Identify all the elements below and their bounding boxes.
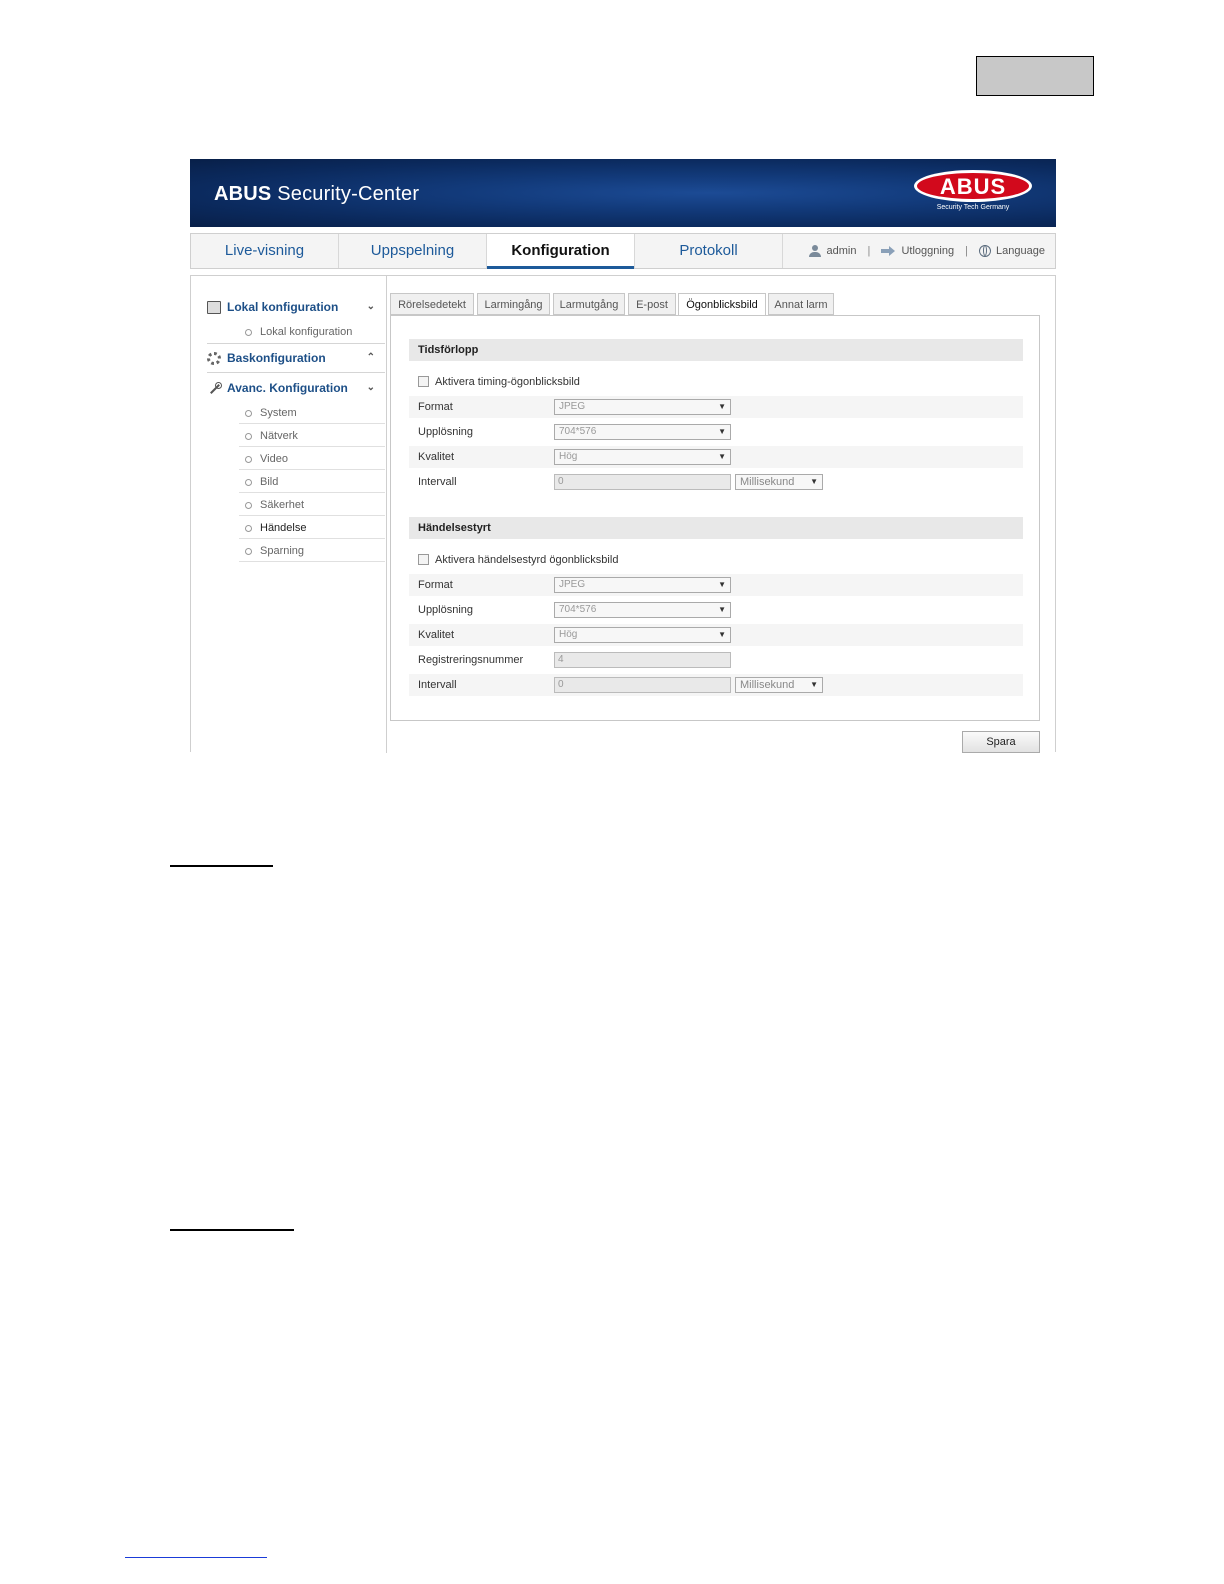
chevron-down-icon: ⌄ [366, 301, 375, 312]
language-link[interactable]: Language [996, 245, 1045, 258]
heading-underline [170, 1229, 294, 1231]
tab-snapshot[interactable]: Ögonblicksbild [678, 293, 766, 316]
abus-logo: ABUS Security Tech Germany [914, 170, 1034, 216]
username[interactable]: admin [826, 245, 857, 258]
sidebar [191, 276, 387, 753]
sidebar-item-system[interactable]: System [239, 402, 385, 424]
globe-icon [979, 245, 991, 257]
tab-motion-detection[interactable]: Rörelsedetekt [390, 293, 474, 315]
user-bar: admin | Utloggning | Language [809, 234, 1045, 268]
enable-timing-checkbox[interactable]: Aktivera timing-ögonblicksbild [418, 371, 580, 393]
header-banner [190, 159, 1056, 227]
event-quality-select[interactable]: Hög ▼ [554, 627, 731, 643]
nav-tab-playback[interactable]: Uppspelning [339, 234, 487, 268]
sidebar-group-advanced[interactable]: Avanc. Konfiguration ⌄ [207, 375, 385, 401]
gear-icon [207, 352, 221, 365]
timing-format-select[interactable]: JPEG ▼ [554, 399, 731, 415]
section-event: Händelsestyrt [409, 517, 1023, 539]
monitor-icon [207, 301, 221, 314]
app-window [190, 159, 1056, 752]
timing-quality-row: Kvalitet Hög ▼ [409, 446, 1023, 468]
sidebar-item-local-config[interactable]: Lokal konfiguration [239, 321, 385, 343]
event-format-row: Format JPEG ▼ [409, 574, 1023, 596]
event-quality-row: Kvalitet Hög ▼ [409, 624, 1023, 646]
save-button[interactable]: Spara [962, 731, 1040, 753]
event-resolution-row: Upplösning 704*576 ▼ [409, 599, 1023, 621]
heading-underline [170, 865, 273, 867]
logout-link[interactable]: Utloggning [901, 245, 955, 258]
tab-alarm-input[interactable]: Larmingång [477, 293, 550, 315]
timing-resolution-select[interactable]: 704*576 ▼ [554, 424, 731, 440]
timing-interval-input[interactable]: 0 [554, 474, 731, 490]
timing-interval-row: Intervall 0 Millisekund ▼ [409, 471, 1023, 493]
tab-alarm-output[interactable]: Larmutgång [553, 293, 625, 315]
event-format-select[interactable]: JPEG ▼ [554, 577, 731, 593]
tab-other-alarm[interactable]: Annat larm [768, 293, 834, 315]
event-interval-input[interactable]: 0 [554, 677, 731, 693]
snapshot-panel [390, 315, 1040, 721]
nav-tab-configuration[interactable]: Konfiguration [487, 234, 635, 268]
section-timing: Tidsförlopp [409, 339, 1023, 361]
event-resolution-select[interactable]: 704*576 ▼ [554, 602, 731, 618]
sidebar-item-image[interactable]: Bild [239, 471, 385, 493]
timing-quality-select[interactable]: Hög ▼ [554, 449, 731, 465]
event-interval-row: Intervall 0 Millisekund ▼ [409, 674, 1023, 696]
content-area [190, 275, 1056, 752]
sidebar-group-basic[interactable]: Baskonfiguration ⌃ [207, 345, 385, 371]
enable-event-checkbox[interactable]: Aktivera händelsestyrd ögonblicksbild [418, 549, 618, 571]
link-underline [125, 1557, 267, 1558]
main-nav [190, 233, 1056, 269]
chevron-up-icon: ⌃ [366, 352, 375, 363]
sidebar-item-security[interactable]: Säkerhet [239, 494, 385, 516]
sidebar-item-video[interactable]: Video [239, 448, 385, 470]
timing-resolution-row: Upplösning 704*576 ▼ [409, 421, 1023, 443]
sidebar-group-local[interactable]: Lokal konfiguration ⌄ [207, 294, 385, 320]
timing-format-row: Format JPEG ▼ [409, 396, 1023, 418]
tab-email[interactable]: E-post [628, 293, 676, 315]
timing-interval-unit-select[interactable]: Millisekund ▼ [735, 474, 823, 490]
nav-tab-protocol[interactable]: Protokoll [635, 234, 783, 268]
sidebar-item-storage[interactable]: Sparning [239, 540, 385, 562]
sidebar-item-network[interactable]: Nätverk [239, 425, 385, 447]
event-interval-unit-select[interactable]: Millisekund ▼ [735, 677, 823, 693]
nav-tab-live[interactable]: Live-visning [191, 234, 339, 268]
sidebar-item-event[interactable]: Händelse [239, 517, 385, 539]
logout-icon [881, 246, 895, 256]
event-count-row: Registreringsnummer 4 [409, 649, 1023, 671]
page-number-box [976, 56, 1094, 96]
user-icon [809, 245, 821, 257]
chevron-down-icon: ⌄ [366, 382, 375, 393]
event-count-input[interactable]: 4 [554, 652, 731, 668]
app-title: ABUS Security-Center [214, 183, 420, 205]
wrench-icon [207, 382, 221, 395]
